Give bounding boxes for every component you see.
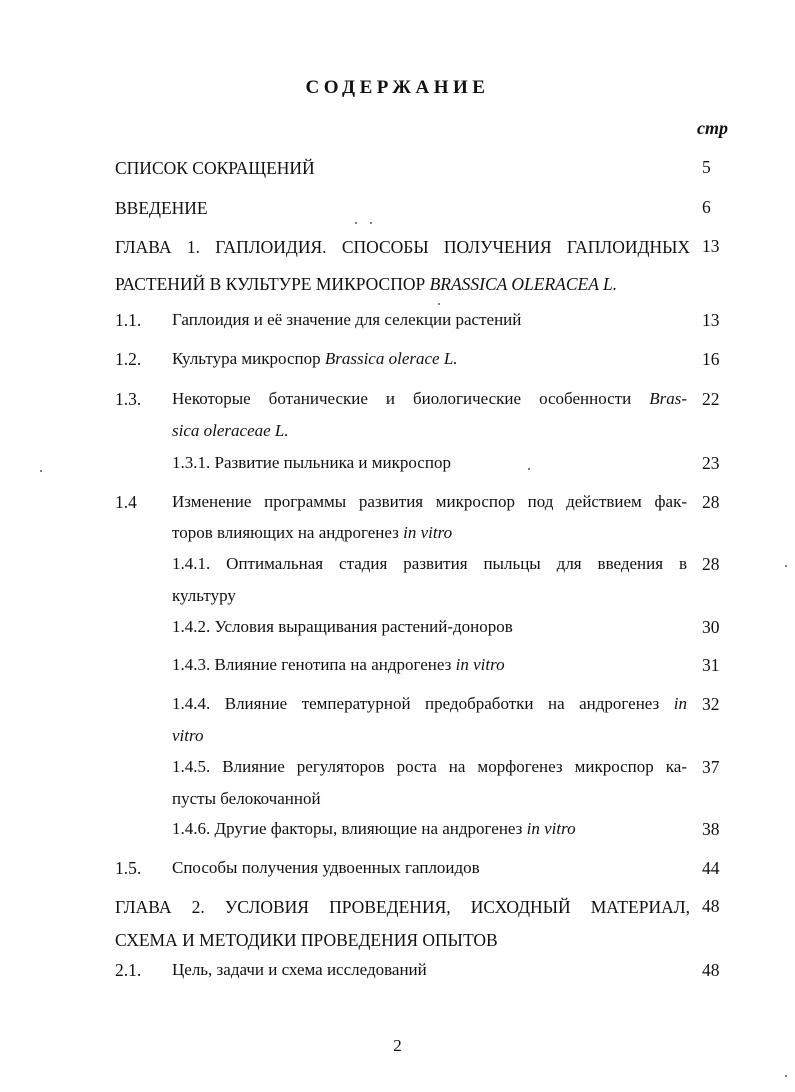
toc-entry-text: СПИСОК СОКРАЩЕНИЙ — [115, 158, 315, 178]
toc-entry-page: 30 — [702, 617, 720, 637]
toc-entry-text-italic: BRASSICA OLERACEA L. — [429, 274, 618, 294]
toc-entry-text-plain: 1.4.3. Влияние генотипа на андрогенез — [172, 655, 452, 674]
toc-entry-text-italic: Brassica olerace L. — [324, 349, 458, 368]
toc-entry-page: 31 — [702, 655, 720, 675]
toc-entry-text — [172, 349, 692, 369]
toc-entry-page: 5 — [702, 157, 711, 177]
toc-entry-page: 37 — [702, 757, 720, 777]
scan-speck — [438, 303, 440, 305]
toc-entry-text-line2 — [172, 421, 687, 441]
toc-entry-text-line1 — [172, 389, 687, 409]
toc-entry-text-italic: vitro — [172, 726, 204, 745]
footer-page-number: 2 — [393, 1036, 402, 1055]
toc-entry-page: 28 — [702, 554, 720, 574]
toc-entry-text-italic: in — [673, 694, 687, 713]
toc-entry-text-italic: sica oleraceae L. — [172, 421, 289, 440]
toc-entry-text-plain: торов влияющих на андрогенез — [172, 523, 399, 542]
toc-entry-page: 44 — [702, 858, 720, 878]
scan-speck — [355, 222, 357, 224]
toc-entry-text-line1: ГЛАВА 1. ГАПЛОИДИЯ. СПОСОБЫ ПОЛУЧЕНИЯ ГАПЛОИДНЫХ — [115, 237, 690, 257]
toc-entry-text-line1 — [172, 694, 687, 714]
toc-entry-page: 6 — [702, 197, 711, 217]
toc-entry-text-line2 — [172, 726, 687, 746]
toc-entry-page: 28 — [702, 492, 720, 512]
toc-entry-text-line1: ГЛАВА 2. УСЛОВИЯ ПРОВЕДЕНИЯ, ИСХОДНЫЙ МАТЕРИАЛ, — [115, 897, 690, 917]
toc-entry-number: 1.3. — [115, 389, 142, 409]
toc-entry-text-line1: Изменение программы развития микроспор под действием фак- — [172, 492, 687, 511]
toc-entry-number: 1.1. — [115, 310, 142, 330]
toc-entry-text: 1.4.2. Условия выращивания растений-доноров — [172, 617, 513, 636]
toc-entry-number: 1.4 — [115, 492, 137, 512]
toc-entry-page: 32 — [702, 694, 720, 714]
page-title: СОДЕРЖАНИЕ — [305, 77, 490, 98]
toc-entry-text-line2: культуру — [172, 586, 236, 605]
toc-entry-text: 1.3.1. Развитие пыльника и микроспор — [172, 453, 451, 472]
scan-speck — [528, 468, 530, 470]
toc-entry-text-italic: in vitro — [403, 523, 453, 542]
toc-entry-number: 1.2. — [115, 349, 142, 369]
toc-entry-text-line1: 1.4.5. Влияние регуляторов роста на морфогенез микроспор ка- — [172, 757, 687, 776]
scan-speck — [785, 565, 787, 567]
toc-entry-text: Способы получения удвоенных гаплоидов — [172, 858, 480, 877]
toc-entry-text: Цель, задачи и схема исследований — [172, 960, 427, 979]
toc-entry-text-line2-plain: РАСТЕНИЙ В КУЛЬТУРЕ МИКРОСПОР — [115, 274, 426, 294]
toc-entry-text-line2: пусты белокочанной — [172, 789, 321, 808]
toc-entry-text-line2 — [172, 523, 687, 543]
toc-entry-page: 13 — [702, 310, 720, 330]
toc-entry-number: 1.5. — [115, 858, 142, 878]
toc-entry-text: Гаплоидия и её значение для селекции растений — [172, 310, 522, 329]
toc-entry-text-line2: СХЕМА И МЕТОДИКИ ПРОВЕДЕНИЯ ОПЫТОВ — [115, 930, 498, 950]
toc-entry-number: 2.1. — [115, 960, 142, 980]
page-column-label: стр — [697, 118, 728, 138]
toc-entry-page: 13 — [702, 236, 720, 256]
toc-entry-text: ВВЕДЕНИЕ — [115, 198, 208, 218]
scan-speck — [785, 1075, 787, 1077]
toc-entry-text-plain: Культура микроспор — [172, 349, 321, 368]
toc-entry-page: 16 — [702, 349, 720, 369]
toc-entry-text-italic: Bras- — [649, 389, 687, 408]
toc-entry-text-plain: Некоторые ботанические и биологические особенности — [172, 389, 632, 408]
toc-entry-text — [172, 655, 692, 675]
toc-entry-text-italic: in vitro — [526, 819, 576, 838]
toc-entry-text-italic: in vitro — [455, 655, 505, 674]
toc-entry-text-line2 — [115, 266, 690, 303]
toc-entry-text-line1: 1.4.1. Оптимальная стадия развития пыльцы для введения в — [172, 554, 687, 573]
toc-entry-page: 22 — [702, 389, 720, 409]
toc-entry-text-plain: 1.4.4. Влияние температурной предобработки на андрогенез — [172, 694, 660, 713]
toc-entry-page: 38 — [702, 819, 720, 839]
scan-speck — [370, 222, 372, 224]
toc-entry-text-plain: 1.4.6. Другие факторы, влияющие на андрогенез — [172, 819, 523, 838]
toc-entry-page: 48 — [702, 960, 720, 980]
toc-entry-text — [172, 819, 692, 839]
toc-entry-page: 23 — [702, 453, 720, 473]
scan-speck — [40, 470, 42, 472]
toc-entry-page: 48 — [702, 896, 720, 916]
